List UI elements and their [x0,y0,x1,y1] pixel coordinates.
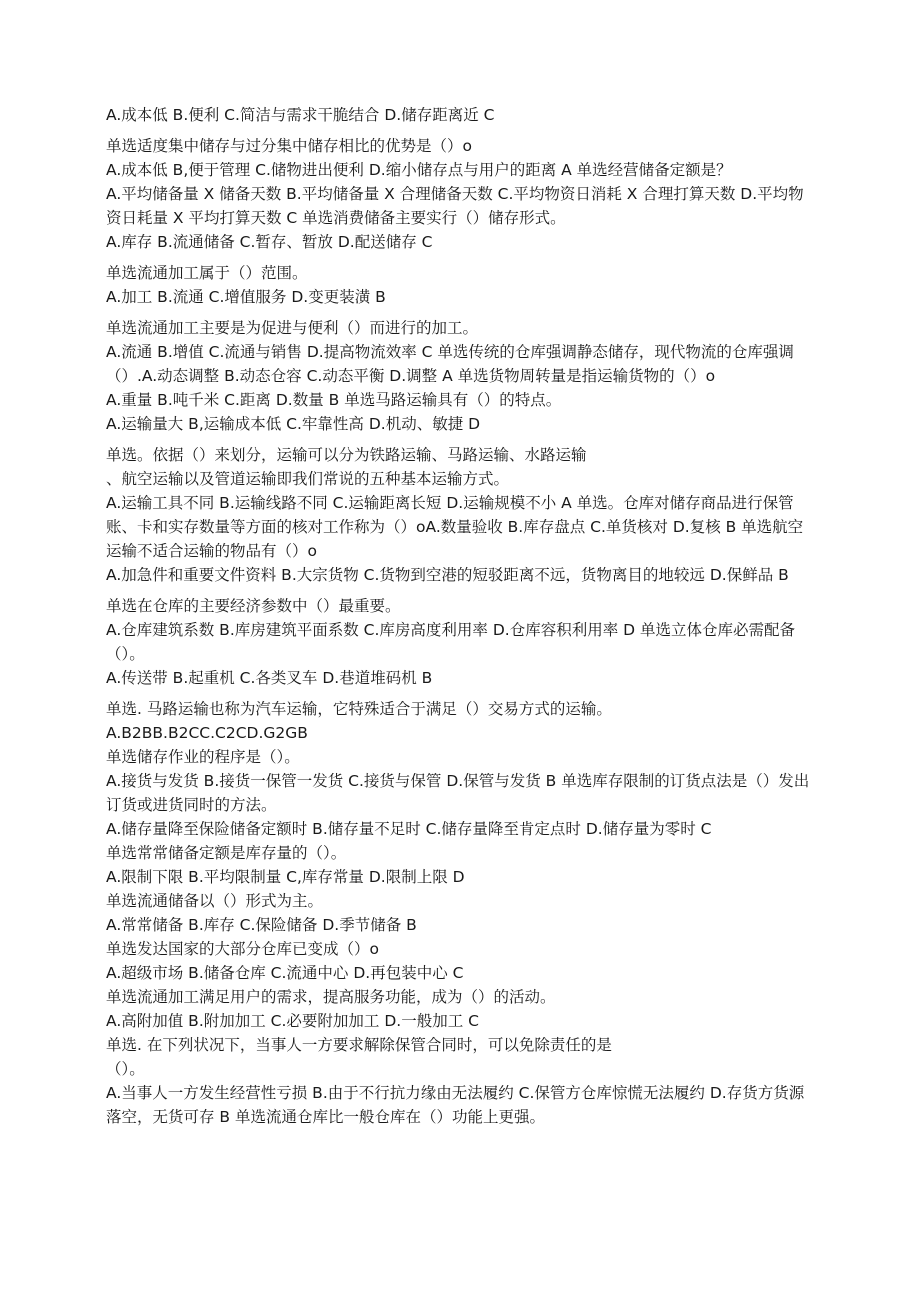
paragraph-13: 、航空运输以及管道运输即我们常说的五种基本运输方式。 [106,470,510,488]
paragraph-17: A.仓库建筑系数 B.库房建筑平面系数 C.库房高度利用率 D.仓库容积利用率 D 单选立体仓库必需配备（）。 [106,621,796,663]
paragraph-24: 单选常常储备定额是库存量的（）。 [106,844,347,862]
paragraph-8: 单选流通加工主要是为促进与便利（）而进行的加工。 [106,319,479,337]
paragraph-26: 单选流通储备以（）形式为主。 [106,892,324,910]
paragraph-16: 单选在仓库的主要经济参数中（）最重要。 [106,597,401,615]
paragraph-22: A.接货与发货 B.接货一保管一发货 C.接货与保管 D.保管与发货 B 单选库存限制的订货点法是（）发出订货或进货同时的方法。 [106,772,810,814]
document-body [106,103,810,1129]
paragraph-32: 单选. 在下列状况下，当事人一方要求解除保管合同时，可以免除责任的是 [106,1036,612,1054]
paragraph-3: A.成本低 B,便于管理 C.储物进出便利 D.缩小储存点与用户的距离 A 单选经营储备定额是？ [106,161,732,179]
paragraph-4: A.平均储备量 X 储备天数 B.平均储备量 X 合理储备天数 C.平均物资日消耗 X 合理打算天数 D.平均物资日耗量 X 平均打算天数 C 单选消费储备主要实行（）储存形式。 [106,185,804,227]
paragraph-29: A.超级市场 B.储备仓库 C.流通中心 D.再包装中心 C [106,964,464,982]
paragraph-34: A.当事人一方发生经营性亏损 B.由于不行抗力缘由无法履约 C.保管方仓库惊慌无法履约 D.存货方货源落空，无货可存 B 单选流通仓库比一般仓库在（）功能上更强。 [106,1084,805,1126]
paragraph-33: （）。 [106,1060,145,1078]
paragraph-10: A.重量 B.吨千米 C.距离 D.数量 B 单选马路运输具有（）的特点。 [106,391,562,409]
paragraph-11: A.运输量大 B,运输成本低 C.牢靠性高 D.机动、敏捷 D [106,415,481,433]
paragraph-21: 单选储存作业的程序是（）。 [106,748,300,766]
paragraph-31: A.高附加值 B.附加加工 C.必要附加加工 D.一般加工 C [106,1012,479,1030]
paragraph-30: 单选流通加工满足用户的需求，提高服务功能，成为（）的活动。 [106,988,556,1006]
paragraph-18: A.传送带 B.起重机 C.各类叉车 D.巷道堆码机 B [106,669,433,687]
paragraph-1: A.成本低 B.便利 C.简洁与需求干脆结合 D.储存距离近 C [106,106,495,124]
paragraph-27: A.常常储备 B.库存 C.保险储备 D.季节储备 B [106,916,417,934]
paragraph-9: A.流通 B.增值 C.流通与销售 D.提高物流效率 C 单选传统的仓库强调静态储存，现代物流的仓库强调（）.A.动态调整 B.动态仓容 C.动态平衡 D.调整 A 单选货物周转量是指运输货物的（）o [106,343,794,385]
paragraph-25: A.限制下限 B.平均限制量 C,库存常量 D.限制上限 D [106,868,465,886]
paragraph-19: 单选. 马路运输也称为汽车运输，它特殊适合于满足（）交易方式的运输。 [106,700,612,718]
paragraph-7: A.加工 B.流通 C.增值服务 D.变更装潢 B [106,288,386,306]
paragraph-28: 单选发达国家的大部分仓库已变成（）o [106,940,379,958]
paragraph-23: A.储存量降至保险储备定额时 B.储存量不足时 C.储存量降至肯定点时 D.储存量为零时 C [106,820,712,838]
paragraph-12: 单选。依据（）来划分，运输可以分为铁路运输、马路运输、水路运输 [106,446,587,464]
paragraph-2: 单选适度集中储存与过分集中储存相比的优势是（）o [106,137,472,155]
paragraph-6: 单选流通加工属于（）范围。 [106,264,308,282]
paragraph-14: A.运输工具不同 B.运输线路不同 C.运输距离长短 D.运输规模不小 A 单选。仓库对储存商品进行保管账、卡和实存数量等方面的核对工作称为（）oA.数量验收 B.库存盘点 C.单货核对 D.复核 B 单选航空运输不适合运输的物品有（）o [106,494,804,560]
paragraph-5: A.库存 B.流通储备 C.暂存、暂放 D.配送储存 C [106,233,433,251]
paragraph-20: A.B2BB.B2CC.C2CD.G2GB [106,724,308,742]
paragraph-15: A.加急件和重要文件资料 B.大宗货物 C.货物到空港的短驳距离不远，货物离目的地较远 D.保鲜品 B [106,566,789,584]
